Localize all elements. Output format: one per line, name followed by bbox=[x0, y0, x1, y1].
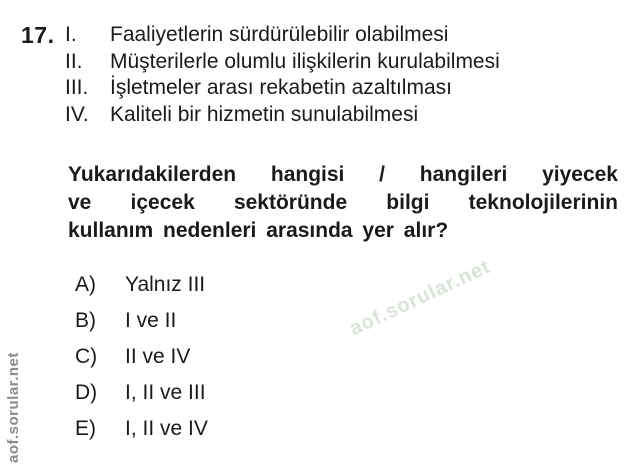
option-c[interactable] bbox=[75, 345, 475, 369]
stem-line-1: Yukarıdakilerden hangisi / hangileri yiyecek bbox=[68, 163, 618, 186]
premise-item-4 bbox=[65, 102, 605, 129]
premise-item-2 bbox=[65, 49, 605, 76]
stem-line-3: kullanım nedenleri arasında yer alır? bbox=[68, 219, 449, 242]
option-letter: B) bbox=[75, 309, 96, 332]
premise-numeral: II. bbox=[65, 49, 83, 73]
option-text: I, II ve III bbox=[125, 381, 206, 404]
watermark-vertical: aof.sorular.net bbox=[5, 352, 22, 463]
option-text: I ve II bbox=[125, 309, 177, 332]
option-letter: C) bbox=[75, 345, 98, 368]
premise-list bbox=[65, 22, 605, 128]
premise-numeral: IV. bbox=[65, 102, 89, 126]
premise-item-1 bbox=[65, 22, 605, 49]
premise-numeral: III. bbox=[65, 76, 89, 99]
option-letter: D) bbox=[75, 381, 98, 404]
option-letter: E) bbox=[75, 417, 96, 440]
stem-line-2: ve içecek sektöründe bilgi teknolojilerinin bbox=[68, 191, 618, 214]
option-d[interactable] bbox=[75, 381, 475, 405]
option-text: II ve IV bbox=[125, 345, 191, 368]
option-text: Yalnız III bbox=[125, 273, 206, 296]
premise-text: Kaliteli bir hizmetin sunulabilmesi bbox=[110, 102, 419, 126]
question-number: 17. bbox=[21, 22, 55, 48]
premise-text: İşletmeler arası rekabetin azaltılması bbox=[110, 76, 452, 99]
premise-text: Müşterilerle olumlu ilişkilerin kurulabilmesi bbox=[110, 49, 500, 73]
option-text: I, II ve IV bbox=[125, 417, 208, 440]
premise-text: Faaliyetlerin sürdürülebilir olabilmesi bbox=[110, 23, 449, 46]
premise-item-3 bbox=[65, 75, 605, 102]
premise-numeral: I. bbox=[65, 23, 77, 46]
option-e[interactable] bbox=[75, 417, 475, 441]
watermark-diagonal: aof.sorular.net bbox=[346, 255, 495, 341]
option-letter: A) bbox=[75, 273, 96, 296]
question-stem bbox=[68, 161, 618, 245]
